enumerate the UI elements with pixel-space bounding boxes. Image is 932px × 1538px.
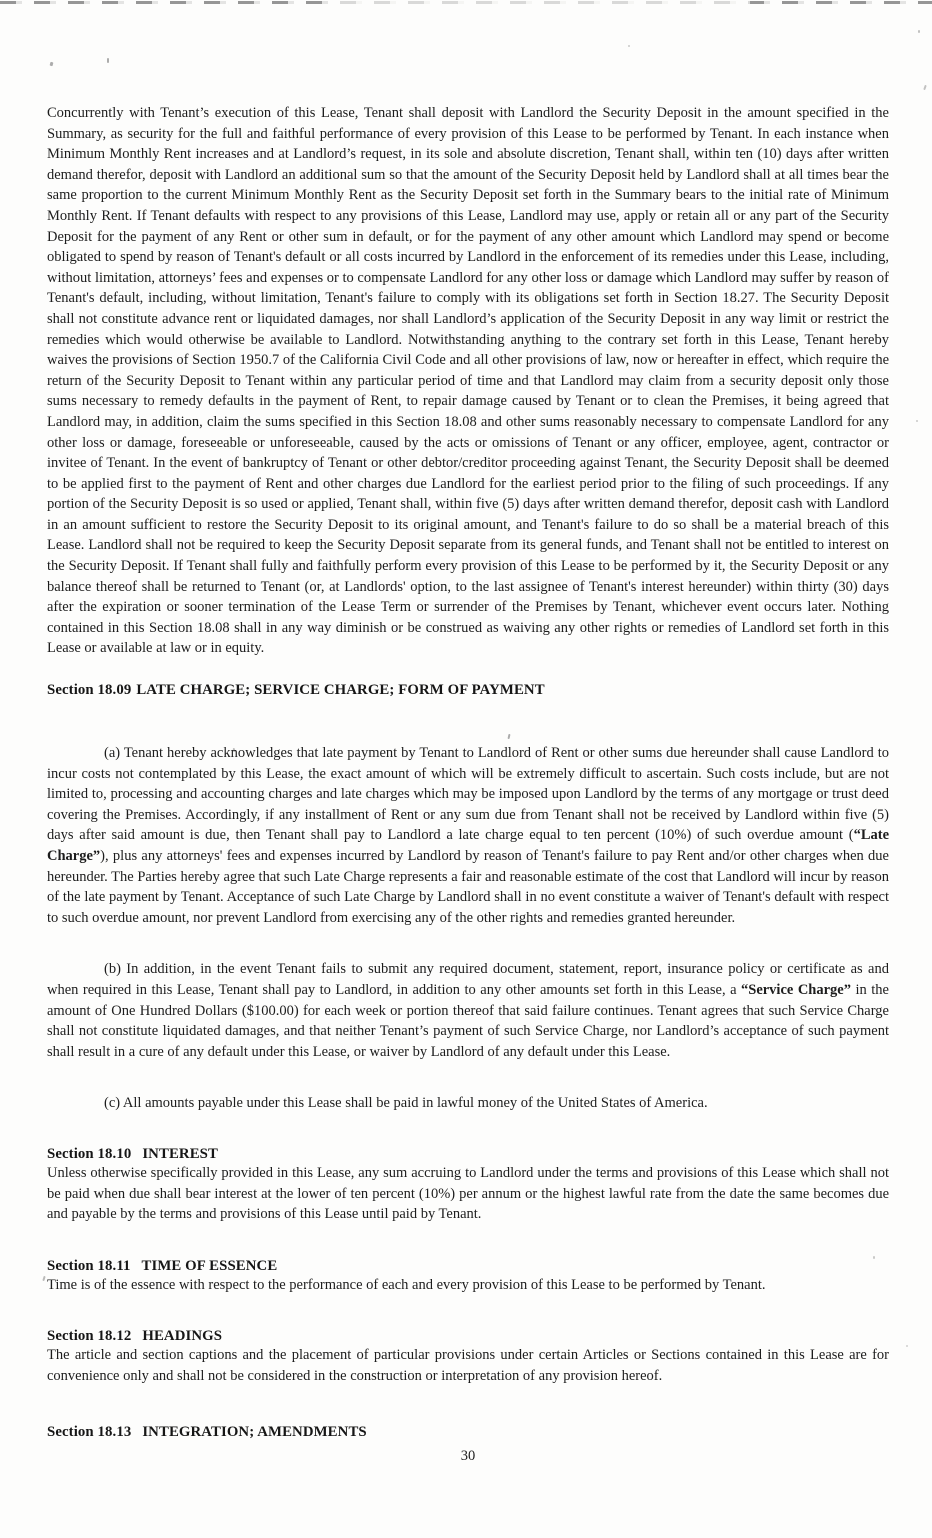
paragraph-late-charge-a: (a) Tenant hereby acknowledges that late payment by Tenant to Landlord of Rent or other sums due hereunder shall cause Landlord to incur costs not contemplated by this Lease, the exact amount of which will be extremely difficult to ascertain. Such costs include, but are not limited to, processing and accounting charges and late charges which may be imposed upon Landlord by the terms of any mortgage or trust deed covering the Premises. Accordingly, if any installment of Rent or any sum due from Tenant shall not be received by Landlord within five (5) days after said amount is due, then Tenant shall pay to Landlord a late charge equal to ten percent (10%) of such overdue amount (“Late Charge”), plus any attorneys' fees and expenses incurred by Landlord by reason of Tenant's failure to pay Rent and/or other charges when due hereunder. The Parties hereby agree that such Late Charge represents a fair and reasonable estimate of the cost that Landlord will incur by reason of the late payment by Tenant. Acceptance of such Late Charge by Landlord shall in no event constitute a waiver of Tenant's default with respect to such overdue amount, nor prevent Landlord from exercising any of the other rights and remedies granted hereunder. <box>47 745 889 926</box>
section-number: Section 18.12 <box>47 1328 132 1345</box>
section-number: Section 18.13 <box>47 1423 132 1440</box>
section-number: Section 18.10 <box>47 1145 132 1162</box>
document-body <box>47 0 889 1441</box>
scan-speckle <box>916 420 918 422</box>
section-number: Section 18.11 <box>47 1257 131 1274</box>
section-title: INTEGRATION; AMENDMENTS <box>142 1423 367 1440</box>
paragraph-headings: The article and section captions and the placement of particular provisions under certain Articles or Sections contained in this Lease are for convenience only and shall not be considered in the construction or interpretation of any provision hereof. <box>47 1347 889 1384</box>
paragraph-interest: Unless otherwise specifically provided in this Lease, any sum accruing to Landlord under the terms and provisions of this Lease which shall not be paid when due shall bear interest at the lower of ten percent (10%) per annum or the highest lawful rate from the date the same becomes due and payable by the terms and provisions of this Lease until paid by Tenant. <box>47 1164 889 1223</box>
scan-speckle <box>906 1345 908 1347</box>
section-title: TIME OF ESSENCE <box>141 1257 278 1274</box>
section-heading-18-11 <box>47 1258 889 1275</box>
paragraph-form-of-payment-c: (c) All amounts payable under this Lease shall be paid in lawful money of the United States of America. <box>104 1095 708 1112</box>
section-number: Section 18.09 <box>47 682 132 699</box>
paragraph-security-deposit-continuation: Concurrently with Tenant’s execution of this Lease, Tenant shall deposit with Landlord the Security Deposit in the amount specified in the Summary, as security for the full and faithful performance of every provision of this Lease to be performed by Tenant. In each instance when Minimum Monthly Rent increases and at Landlord’s request, in its sole and absolute discretion, Tenant shall, within ten (10) days after written demand therefor, deposit with Landlord an additional sum so that the amount of the Security Deposit held by Landlord shall at all times bear the same proportion to the current Minimum Monthly Rent as the Security Deposit set forth in the Summary bears to the initial rate of Minimum Monthly Rent. If Tenant defaults with respect to any provisions of this Lease, Landlord may use, apply or retain all or any part of the Security Deposit for the payment of any Rent or other sum in default, or for the payment of any other amount which Landlord may spend or become obligated to spend by reason of Tenant's default or all costs incurred by Landlord in the enforcement of its remedies under this Lease, including, without limitation, attorneys’ fees and expenses or to compensate Landlord for any other loss or damage which Landlord may suffer by reason of Tenant's default, including, without limitation, Tenant's failure to comply with its obligations set forth in Section 18.27. The Security Deposit shall not constitute advance rent or liquidated damages, nor shall Landlord’s application of the Security Deposit in any way limit or restrict the remedies which would otherwise be available to Landlord. Notwithstanding anything to the contrary set forth in this Lease, Tenant hereby waives the provisions of Section 1950.7 of the California Civil Code and all other provisions of law, now or hereafter in effect, which require the return of the Security Deposit to Tenant within any particular period of time and that Landlord may claim from a security deposit only those sums necessary to remedy defaults in the payment of Rent, to repair damage caused by Tenant or to clean the Premises, it being agreed that Landlord may, in addition, claim the sums specified in this Section 18.08 and other sums reasonably necessary to compensate Landlord for any other loss or damage, foreseeable or unforeseeable, caused by the acts or omissions of Tenant or any officer, employee, agent, contractor or invitee of Tenant. In the event of bankruptcy of Tenant or other debtor/creditor proceeding against Tenant, the Security Deposit shall be deemed to be applied first to the payment of Rent and other charges due Landlord for the earliest period prior to the filing of such proceedings. If any portion of the Security Deposit is so used or applied, Tenant shall, within five (5) days after written demand therefor, deposit cash with Landlord in an amount sufficient to restore the Security Deposit to its original amount, and Tenant's failure to do so shall be a material breach of this Lease. Landlord shall not be required to keep the Security Deposit separate from its general funds, and Tenant shall not be entitled to interest on the Security Deposit. If Tenant shall fully and faithfully perform every provision of this Lease to be performed by it, the Security Deposit or any balance thereof shall be returned to Tenant (or, at Landlords' option, to the last assignee of Tenant's interest hereunder) within thirty (30) days after the expiration or sooner termination of the Lease Term or surrender of the Premises by Tenant, whichever event occurs later. Nothing contained in this Section 18.08 shall in any way diminish or be construed as waiving any other rights or remedies of Landlord set forth in this Lease or available at law or in equity. <box>47 105 889 657</box>
section-title: HEADINGS <box>142 1328 223 1345</box>
paragraph-service-charge-b: (b) In addition, in the event Tenant fails to submit any required document, statement, report, insurance policy or certificate as and when required in this Lease, Tenant shall pay to Landlord, in addition to any other amounts set forth in this Lease, a “Service Charge” in the amount of One Hundred Dollars ($100.00) for each week or portion thereof that said failure continues. Tenant agrees that such Service Charge shall not constitute liquidated damages, and that neither Tenant’s payment of such Service Charge, nor Landlord’s acceptance of such payment shall result in a cure of any default under this Lease, or waiver by Landlord of any default under this Lease. <box>47 961 889 1060</box>
section-title: LATE CHARGE; SERVICE CHARGE; FORM OF PAYMENT <box>136 682 545 699</box>
section-heading-18-13 <box>47 1424 889 1441</box>
section-heading-18-09 <box>47 682 889 699</box>
section-heading-18-10 <box>47 1146 889 1163</box>
scan-speckle <box>918 30 920 33</box>
paragraph-time-of-essence: Time is of the essence with respect to the performance of each and every provision of this Lease to be performed by Tenant. <box>47 1276 766 1293</box>
page-number: 30 <box>460 1448 476 1464</box>
scan-speckle <box>42 1276 45 1281</box>
section-title: INTEREST <box>142 1145 218 1162</box>
section-heading-18-12 <box>47 1328 889 1345</box>
scan-speckle <box>923 85 927 90</box>
